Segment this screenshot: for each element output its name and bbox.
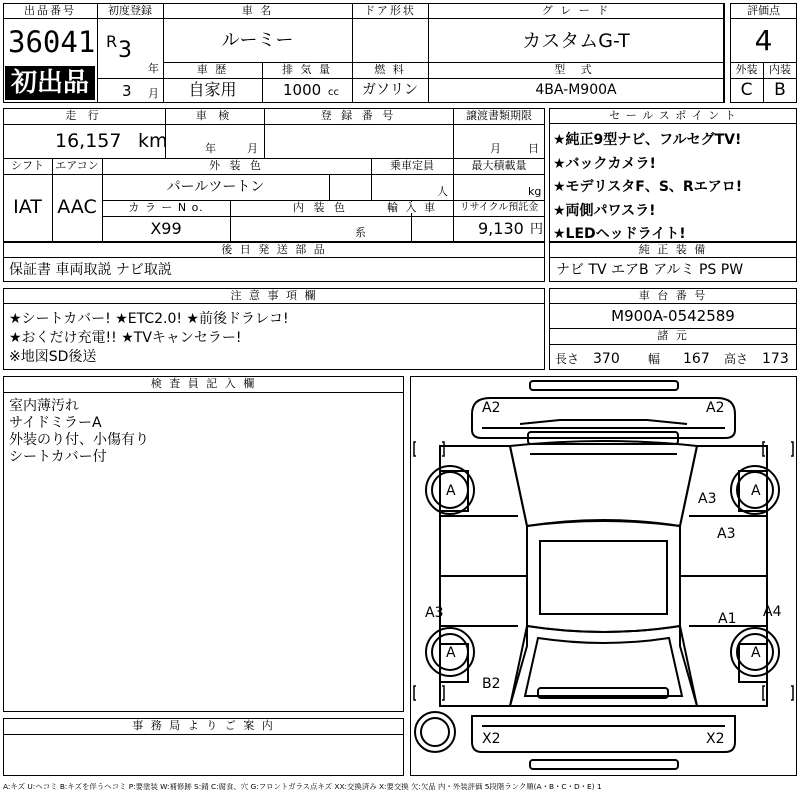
inspection-month-unit: 月 bbox=[247, 142, 258, 155]
inspector-line: 外装のり付、小傷有り bbox=[9, 432, 149, 448]
ac: AAC bbox=[57, 196, 97, 218]
car-diagram bbox=[410, 376, 797, 776]
load-label: 最大積載量 bbox=[471, 159, 527, 172]
sales-point: ★両側パワスラ! bbox=[553, 202, 656, 219]
score-label: 評価点 bbox=[730, 3, 797, 19]
first-reg-label: 初度登録 bbox=[97, 3, 163, 19]
car-name-label: 車 名 bbox=[163, 3, 352, 19]
sales-point: ★LEDヘッドライト! bbox=[553, 226, 686, 242]
rear-parts-value: 保証書 車両取説 ナビ取説 bbox=[9, 262, 172, 278]
grade-label: グ レ ー ド bbox=[428, 3, 724, 19]
transfer-day-unit: 日 bbox=[528, 142, 539, 155]
interior-grade: B bbox=[774, 80, 786, 100]
month: 3 bbox=[122, 82, 132, 100]
mark-a4: A4 bbox=[763, 604, 782, 620]
notes-label: 注 意 事 項 欄 bbox=[3, 288, 545, 304]
capacity-unit: 人 bbox=[437, 185, 448, 198]
wheel-mark-fl: A bbox=[446, 483, 456, 499]
shift: IAT bbox=[13, 196, 42, 218]
exterior-grade: C bbox=[740, 80, 753, 100]
load-unit: kg bbox=[528, 185, 542, 198]
inspector-line: シートカバー付 bbox=[9, 449, 107, 465]
lot-no: 36041 bbox=[8, 25, 96, 59]
inspector-line: サイドミラーA bbox=[9, 415, 102, 431]
wheel-mark-fr: A bbox=[751, 483, 761, 499]
int-color-unit: 系 bbox=[355, 226, 366, 239]
fuel-label: 燃 料 bbox=[374, 63, 406, 76]
model-code: 4BA-M900A bbox=[535, 82, 617, 98]
mark-b2: B2 bbox=[482, 676, 501, 692]
color-no-label: カ ラ ー N o. bbox=[128, 201, 204, 214]
recycle: 9,130 bbox=[478, 219, 524, 238]
dims-label: 諸 元 bbox=[549, 328, 797, 345]
displacement: 1000 bbox=[283, 81, 322, 99]
height: 173 bbox=[762, 351, 789, 367]
fuel: ガソリン bbox=[362, 82, 418, 98]
shift-label: シフト bbox=[11, 159, 44, 172]
grade: カスタムG-T bbox=[522, 30, 630, 52]
month-unit: 月 bbox=[148, 87, 159, 100]
displacement-unit: cc bbox=[328, 87, 339, 98]
history: 自家用 bbox=[188, 80, 237, 99]
transfer-label: 譲渡書類期限 bbox=[466, 109, 532, 122]
chassis-label: 車 台 番 号 bbox=[549, 288, 797, 304]
sales-points-label: セ ー ル ス ポ イ ン ト bbox=[549, 108, 797, 124]
exterior-label: 外装 bbox=[735, 63, 758, 76]
recycle-unit: 円 bbox=[530, 222, 544, 237]
sales-point: ★モデリスタF、S、Rエアロ! bbox=[553, 179, 743, 195]
note-line: ※地図SD後送 bbox=[9, 349, 97, 365]
ext-color: パールツートン bbox=[166, 179, 265, 195]
height-label: 高さ bbox=[724, 352, 749, 366]
sales-point: ★バックカメラ! bbox=[553, 155, 656, 172]
first-listing-badge: 初出品 bbox=[5, 66, 95, 100]
genuine-equip-value: ナビ TV エアB アルミ PS PW bbox=[556, 262, 744, 278]
inspection-year-unit: 年 bbox=[205, 142, 216, 155]
capacity-label: 乗車定員 bbox=[390, 159, 434, 172]
interior-label: 内装 bbox=[769, 63, 791, 76]
displacement-label: 排 気 量 bbox=[282, 63, 332, 76]
color-no: X99 bbox=[150, 219, 182, 238]
details-block bbox=[3, 108, 545, 242]
length: 370 bbox=[593, 351, 620, 367]
inspector-line: 室内薄汚れ bbox=[9, 398, 79, 414]
model-code-label: 型 式 bbox=[554, 63, 598, 76]
mark-a2-front-right: A2 bbox=[706, 400, 725, 416]
genuine-equip-label: 純 正 装 備 bbox=[549, 242, 797, 258]
width-label: 幅 bbox=[648, 352, 661, 366]
inspector-label: 検 査 員 記 入 欄 bbox=[3, 376, 404, 393]
sales-points-list bbox=[553, 129, 742, 247]
lot-no-label: 出品番号 bbox=[3, 3, 97, 19]
ac-label: エアコン bbox=[55, 159, 99, 172]
mark-a3-right-door: A3 bbox=[717, 526, 736, 542]
year: 3 bbox=[118, 38, 132, 63]
inspection-label: 車 検 bbox=[195, 109, 234, 122]
rear-parts-label: 後 日 発 送 部 品 bbox=[3, 242, 545, 258]
notes-lines bbox=[9, 310, 289, 367]
note-line: ★おくだけ充電!! ★TVキャンセラー! bbox=[9, 330, 242, 346]
mark-a1: A1 bbox=[718, 611, 737, 627]
int-color-label: 内 装 色 bbox=[293, 201, 348, 214]
sales-point: ★純正9型ナビ、フルセグTV! bbox=[553, 132, 742, 148]
mark-a3-right-front: A3 bbox=[698, 491, 717, 507]
mark-x2-rear-left: X2 bbox=[482, 731, 501, 747]
recycle-label: リサイクル預託金 bbox=[459, 202, 539, 213]
import-label: 輸 入 車 bbox=[371, 202, 453, 213]
transfer-month-unit: 月 bbox=[490, 142, 501, 155]
chassis-value: M900A-0542589 bbox=[611, 307, 735, 325]
wheel-mark-rl: A bbox=[446, 645, 456, 661]
mileage-unit: km bbox=[138, 130, 168, 152]
mileage-label: 走 行 bbox=[65, 109, 103, 122]
mileage: 16,157 bbox=[55, 130, 122, 152]
ext-color-label: 外 装 色 bbox=[209, 159, 264, 172]
car-name: ルーミー bbox=[221, 30, 294, 51]
inspector-lines bbox=[9, 398, 149, 466]
reg-no-label: 登 録 番 号 bbox=[320, 109, 397, 122]
door-label: ドア形状 bbox=[352, 3, 428, 19]
mark-x2-rear-right: X2 bbox=[706, 731, 725, 747]
history-label: 車 歴 bbox=[196, 63, 229, 76]
mark-a2-front-left: A2 bbox=[482, 400, 501, 416]
era: R bbox=[106, 32, 118, 51]
mark-a3-left: A3 bbox=[425, 605, 444, 621]
note-line: ★シートカバー! ★ETC2.0! ★前後ドラレコ! bbox=[9, 311, 289, 327]
score: 4 bbox=[754, 24, 773, 57]
length-label: 長さ bbox=[555, 352, 580, 366]
wheel-mark-rr: A bbox=[751, 645, 761, 661]
legend: A:キズ U:ヘコミ B:キズを伴うヘコミ P:要塗装 W:補修跡 S:錆 C:腐食、穴 G:フロントガラス点キズ XX:交換済み X:要交換 欠:欠品 内・外装評価 5段階ランク順(A・B・C・D・E) 1 bbox=[3, 783, 602, 791]
year-unit: 年 bbox=[148, 62, 159, 75]
width: 167 bbox=[683, 351, 710, 367]
office-label: 事 務 局 よ り ご 案 内 bbox=[3, 718, 404, 735]
